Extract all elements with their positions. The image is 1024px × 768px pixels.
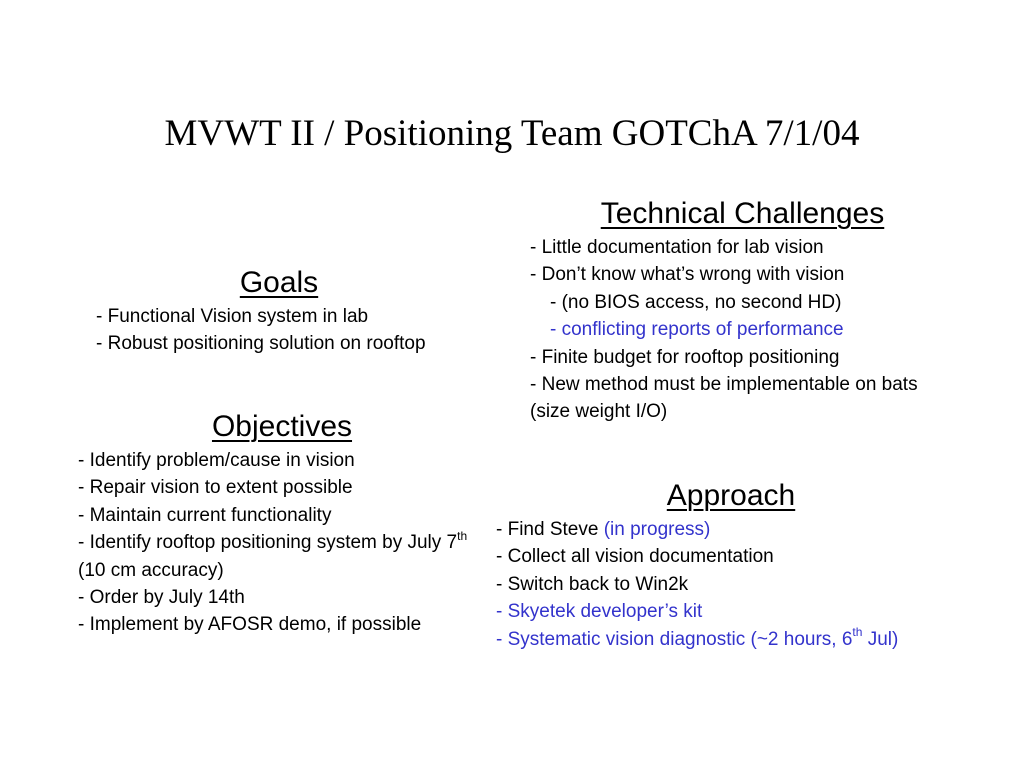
approach-item: - Collect all vision documentation — [496, 546, 774, 568]
technical-sub-item-blue: - conflicting reports of performance — [550, 319, 844, 341]
objectives-item: - Maintain current functionality — [78, 504, 332, 526]
technical-sub-item: - (no BIOS access, no second HD) — [550, 291, 842, 313]
goals-section — [90, 263, 500, 358]
objectives-item: - Identify problem/cause in vision — [78, 450, 355, 471]
approach-heading: Approach — [666, 479, 796, 512]
approach-item-blue: - Skyetek developer’s kit — [496, 601, 703, 623]
objectives-item: - Implement by AFOSR demo, if possible — [78, 614, 422, 636]
approach-section — [496, 476, 966, 653]
slide-title: MVWT II / Positioning Team GOTChA 7/1/04 — [164, 113, 860, 154]
rooftop-item-text: - Identify rooftop positioning system by July 7 — [78, 532, 458, 554]
objectives-item: - Order by July 14th — [78, 587, 245, 609]
objectives-heading: Objectives — [211, 410, 353, 443]
find-steve-text: - Find Steve — [496, 519, 604, 540]
objectives-item-rooftop — [78, 529, 486, 584]
diagnostic-item-month: Jul) — [862, 628, 899, 650]
rooftop-item-sup: th — [457, 528, 468, 543]
goals-item: - Functional Vision system in lab — [96, 306, 369, 327]
approach-item: - Switch back to Win2k — [496, 573, 689, 595]
technical-challenges-heading: Technical Challenges — [600, 197, 885, 230]
technical-item: - New method must be implementable on bats (size weight I/O) — [530, 374, 918, 423]
goals-heading: Goals — [239, 266, 319, 299]
find-steve-status: (in progress) — [603, 519, 711, 540]
rooftop-item-accuracy: (10 cm accuracy) — [78, 559, 224, 581]
objectives-item: - Repair vision to extent possible — [78, 477, 353, 499]
technical-item: - Don’t know what’s wrong with vision — [530, 264, 845, 286]
approach-item-diagnostic — [496, 626, 966, 653]
objectives-section — [78, 407, 486, 639]
approach-item-find-steve — [496, 516, 966, 543]
goals-item: - Robust positioning solution on rooftop — [96, 333, 426, 355]
technical-item: - Finite budget for rooftop positioning — [530, 346, 840, 368]
diagnostic-item-sup: th — [852, 625, 863, 640]
diagnostic-item-text: - Systematic vision diagnostic (~2 hours, 6 — [496, 628, 853, 650]
technical-item: - Little documentation for lab vision — [530, 237, 824, 258]
technical-challenges-section — [530, 194, 960, 426]
